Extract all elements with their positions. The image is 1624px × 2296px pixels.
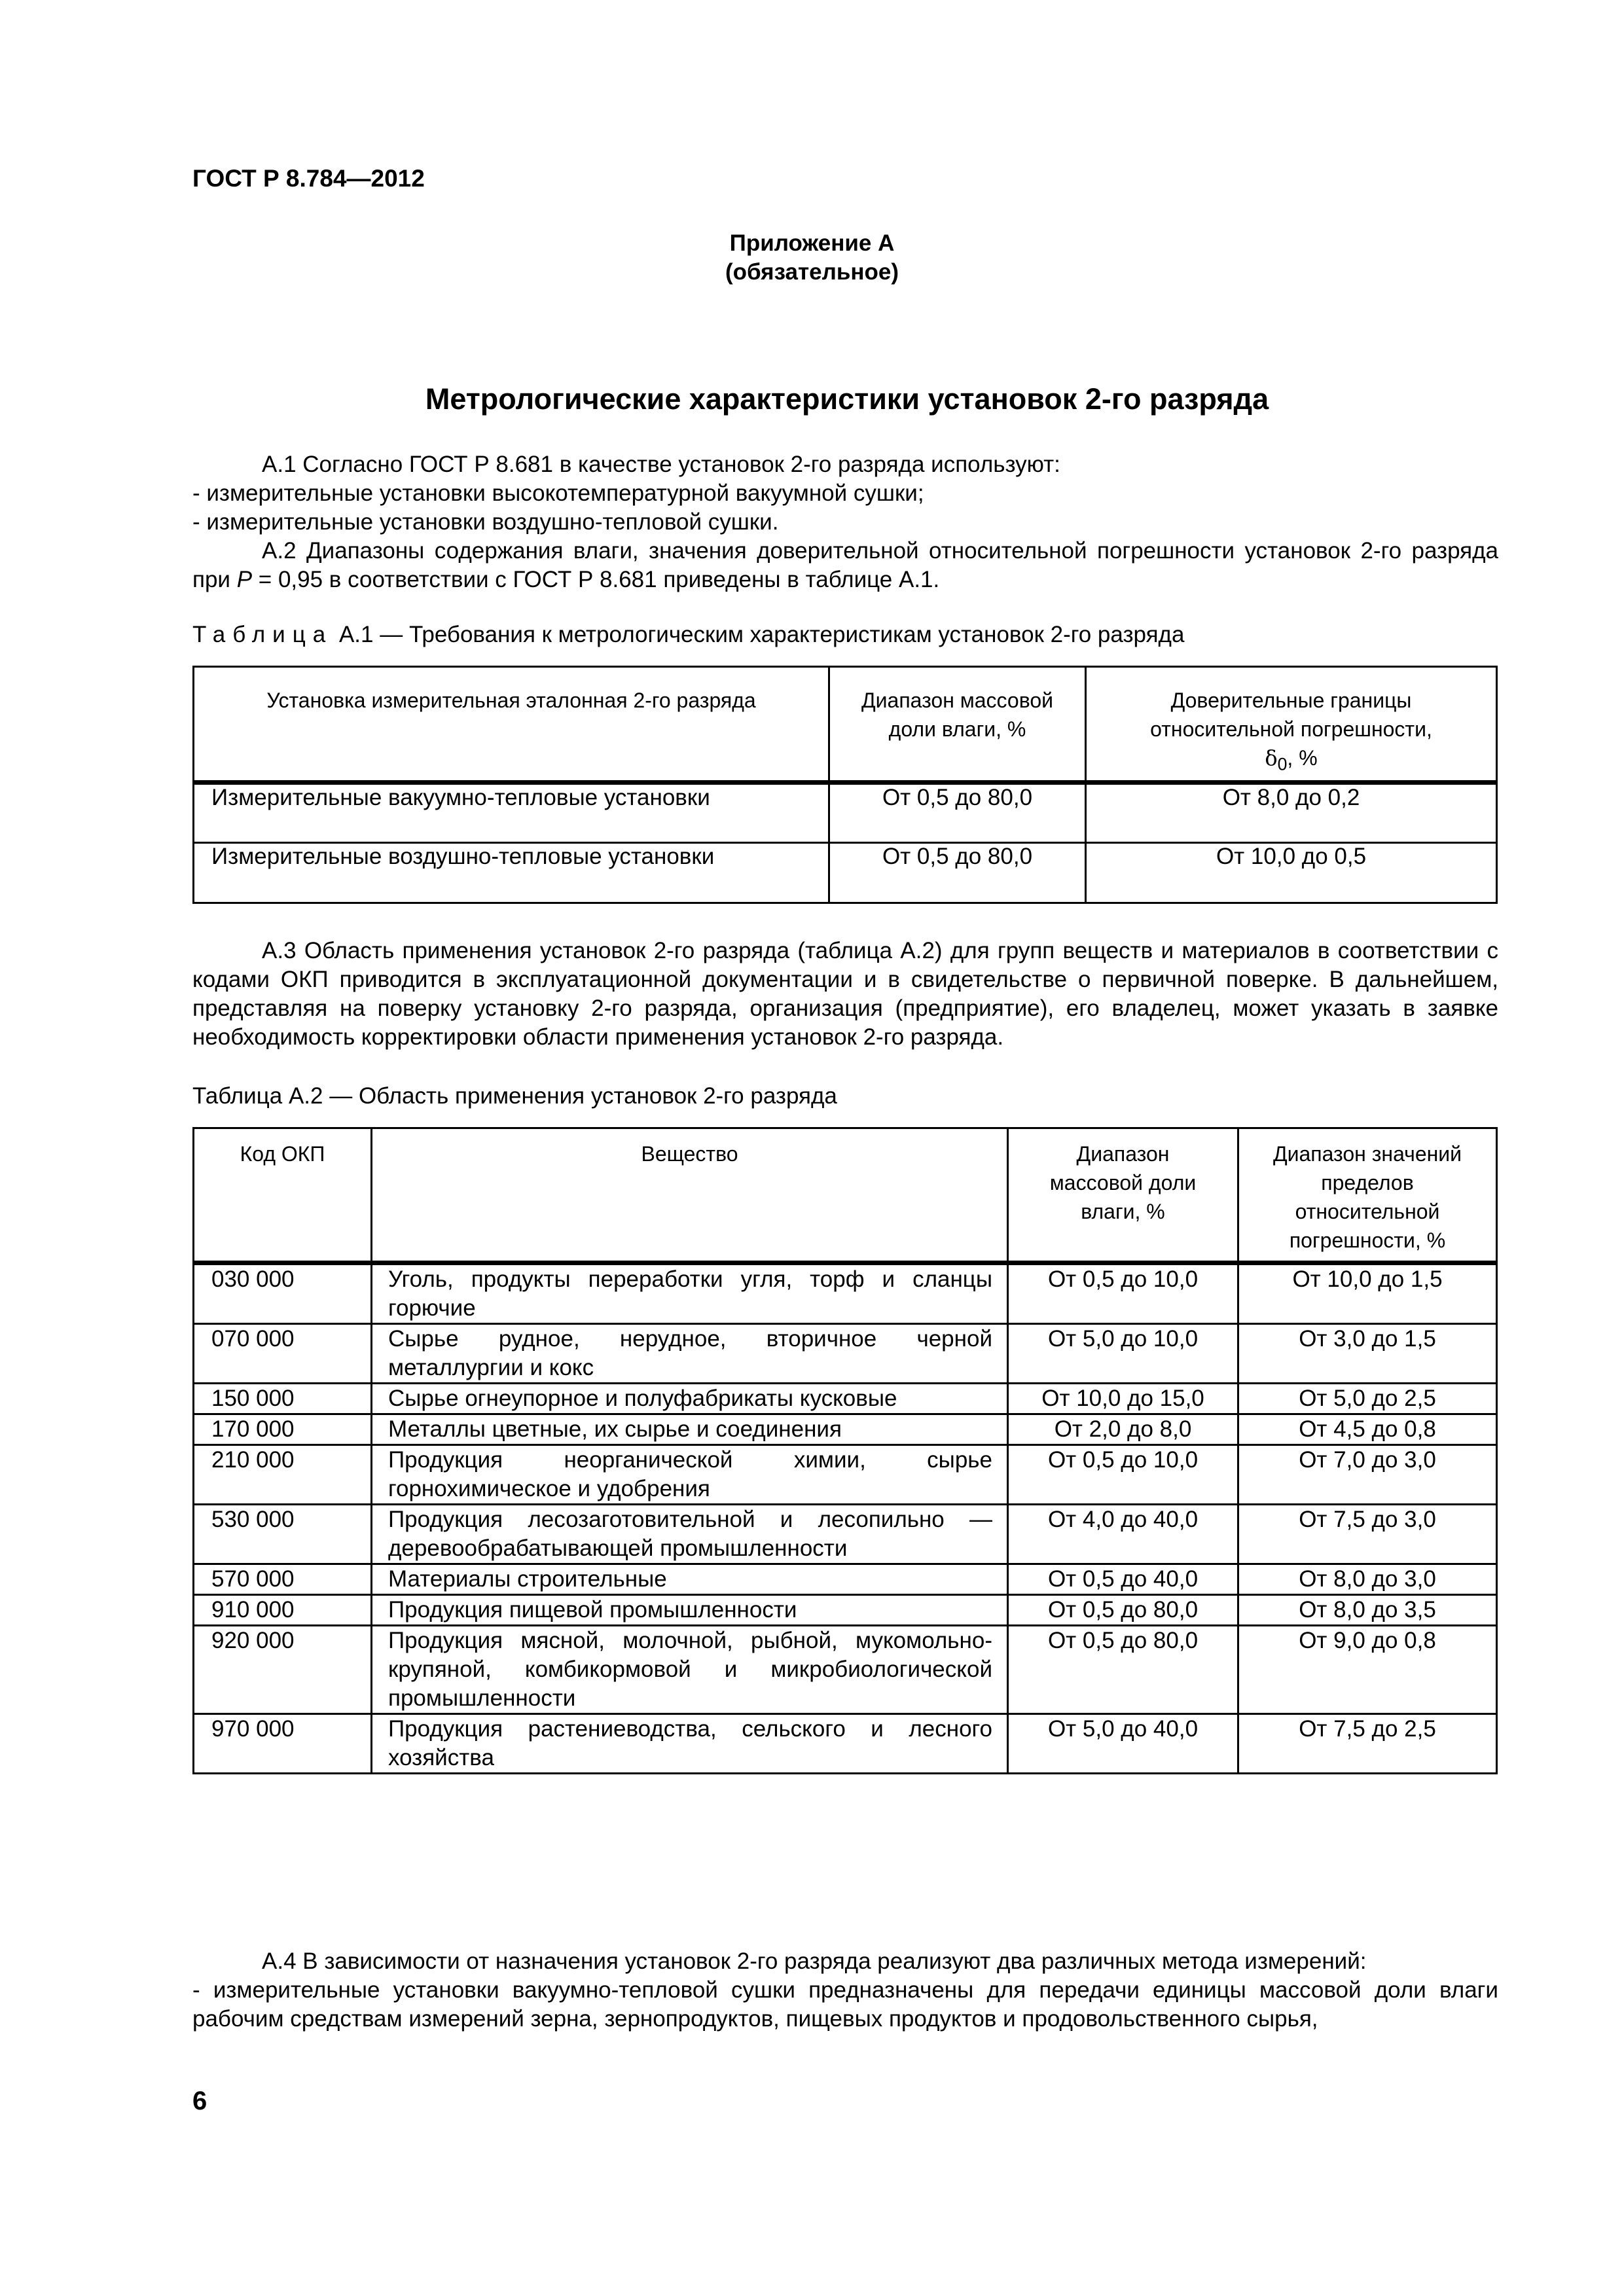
table2-cell-range: От 0,5 до 10,0 <box>1008 1445 1238 1505</box>
table-row <box>194 1414 1497 1445</box>
table2-cell-error: От 9,0 до 0,8 <box>1238 1626 1497 1714</box>
table2-cell-error: От 5,0 до 2,5 <box>1238 1384 1497 1414</box>
table2-cell-name: Сырье рудное, нерудное, вторичное черной металлургии и кокс <box>372 1324 1008 1384</box>
table2-header-row <box>194 1128 1497 1263</box>
table2-cell-code: 170 000 <box>194 1414 372 1445</box>
table2-header-code: Код ОКП <box>194 1128 372 1263</box>
table-row <box>194 1384 1497 1414</box>
table2-cell-code: 530 000 <box>194 1505 372 1564</box>
table-row <box>194 1505 1497 1564</box>
table1-caption: Таблица А.1 — Требования к метрологическим характеристикам установок 2-го разряда <box>192 622 1185 647</box>
table1-header-installation: Установка измерительная эталонная 2-го разряда <box>194 667 829 783</box>
table2-caption: Таблица А.2 — Область применения установок 2-го разряда <box>192 1083 837 1109</box>
table-row <box>194 1626 1497 1714</box>
table1-cell-name: Измерительные воздушно-тепловые установки <box>194 843 829 903</box>
document-code: ГОСТ Р 8.784—2012 <box>192 165 425 192</box>
table1-cell-error: От 10,0 до 0,5 <box>1086 843 1497 903</box>
table1-cell-range: От 0,5 до 80,0 <box>829 843 1086 903</box>
table1-header-row <box>194 667 1497 783</box>
paragraph-a1: А.1 Согласно ГОСТ Р 8.681 в качестве установок 2-го разряда используют: <box>262 452 1060 477</box>
paragraph-a3: А.3 Область применения установок 2-го разряда (таблица А.2) для групп веществ и материалов в соответствии с кодами ОКП приводится в эксплуатационной документации и в свидетельстве о первичной поверке. В дальнейшем, представляя на поверку установку 2-го разряда, организация (предприятие), его владелец, может указать в заявке необходимость корректировки области применения установок 2-го разряда. <box>192 938 1498 1050</box>
table2-cell-error: От 4,5 до 0,8 <box>1238 1414 1497 1445</box>
table2-cell-code: 210 000 <box>194 1445 372 1505</box>
table2-cell-range: От 4,0 до 40,0 <box>1008 1505 1238 1564</box>
probability-variable: P <box>236 567 253 592</box>
table-row <box>194 1263 1497 1324</box>
table2-cell-code: 150 000 <box>194 1384 372 1414</box>
appendix-title: Приложение А <box>729 230 895 256</box>
table-row <box>194 1445 1497 1505</box>
table-row <box>194 1324 1497 1384</box>
table-row <box>194 783 1497 843</box>
table-row <box>194 1564 1497 1595</box>
table2-cell-error: От 8,0 до 3,5 <box>1238 1595 1497 1626</box>
table2-header-substance: Вещество <box>372 1128 1008 1263</box>
table1-cell-range: От 0,5 до 80,0 <box>829 783 1086 843</box>
table2-cell-range: От 0,5 до 40,0 <box>1008 1564 1238 1595</box>
table2-cell-code: 920 000 <box>194 1626 372 1714</box>
paragraph-a3-block <box>192 937 1498 1052</box>
table2-header-error: Диапазон значений пределов относительной погрешности, % <box>1238 1128 1497 1263</box>
table1-header-error: Доверительные границы относительной погрешности, $\delta_0$, % <box>1086 667 1497 783</box>
table1-cell-name: Измерительные вакуумно-тепловые установки <box>194 783 829 843</box>
table2-cell-error: От 7,5 до 3,0 <box>1238 1505 1497 1564</box>
table-1 <box>192 666 1498 904</box>
table2-cell-error: От 3,0 до 1,5 <box>1238 1324 1497 1384</box>
table1-header-range: Диапазон массовой доли влаги, % <box>829 667 1086 783</box>
table2-cell-name: Уголь, продукты переработки угля, торф и сланцы горючие <box>372 1263 1008 1324</box>
table2-cell-code: 910 000 <box>194 1595 372 1626</box>
table2-cell-range: От 0,5 до 80,0 <box>1008 1595 1238 1626</box>
table2-cell-name: Продукция растениеводства, сельского и лесного хозяйства <box>372 1714 1008 1774</box>
section-title: Метрологические характеристики установок 2-го разряда <box>425 382 1269 416</box>
table2-cell-name: Продукция мясной, молочной, рыбной, мукомольно-крупяной, комбикормовой и микробиологической промышленности <box>372 1626 1008 1714</box>
paragraphs-a1-a2 <box>192 450 1498 594</box>
table1-cell-error: От 8,0 до 0,2 <box>1086 783 1497 843</box>
table2-header-range: Диапазон массовой доли влаги, % <box>1008 1128 1238 1263</box>
table2-cell-name: Металлы цветные, их сырье и соединения <box>372 1414 1008 1445</box>
table2-cell-error: От 7,5 до 2,5 <box>1238 1714 1497 1774</box>
table2-cell-range: От 2,0 до 8,0 <box>1008 1414 1238 1445</box>
table2-cell-code: 970 000 <box>194 1714 372 1774</box>
table2-cell-range: От 10,0 до 15,0 <box>1008 1384 1238 1414</box>
paragraph-a4: А.4 В зависимости от назначения установок 2-го разряда реализуют два различных метода измерений: <box>262 1948 1367 1974</box>
table-row <box>194 1595 1497 1626</box>
table2-cell-range: От 0,5 до 10,0 <box>1008 1263 1238 1324</box>
paragraph-a1-item-1: - измерительные установки высокотемпературной вакуумной сушки; <box>192 480 924 506</box>
table2-cell-name: Сырье огнеупорное и полуфабрикаты кусковые <box>372 1384 1008 1414</box>
table2-cell-code: 570 000 <box>194 1564 372 1595</box>
paragraph-a4-block <box>192 1947 1498 2034</box>
table2-cell-error: От 8,0 до 3,0 <box>1238 1564 1497 1595</box>
table2-cell-code: 030 000 <box>194 1263 372 1324</box>
table2-cell-error: От 10,0 до 1,5 <box>1238 1263 1497 1324</box>
paragraph-a4-item-1: - измерительные установки вакуумно-тепловой сушки предназначены для передачи единицы массовой доли влаги рабочим средствам измерений зерна, зернопродуктов, пищевых продуктов и продовольственного сырья, <box>192 1977 1498 2032</box>
table2-cell-name: Продукция лесозаготовительной и лесопильно — деревообрабатывающей промышленности <box>372 1505 1008 1564</box>
page-number: 6 <box>192 2087 208 2115</box>
paragraph-a1-item-2: - измерительные установки воздушно-тепловой сушки. <box>192 509 779 535</box>
appendix-status: (обязательное) <box>725 259 899 285</box>
table-row <box>194 843 1497 903</box>
delta-symbol: δ <box>1265 745 1278 770</box>
table-2 <box>192 1127 1498 1774</box>
table2-cell-range: От 0,5 до 80,0 <box>1008 1626 1238 1714</box>
table2-cell-range: От 5,0 до 10,0 <box>1008 1324 1238 1384</box>
table2-cell-name: Материалы строительные <box>372 1564 1008 1595</box>
table-row <box>194 1714 1497 1774</box>
paragraph-a2: А.2 Диапазоны содержания влаги, значения доверительной относительной погрешности установок 2-го разряда при P = 0,95 в соответствии с ГОСТ Р 8.681 приведены в таблице А.1. <box>192 538 1498 592</box>
table2-cell-name: Продукция неорганической химии, сырье горнохимическое и удобрения <box>372 1445 1008 1505</box>
table2-cell-range: От 5,0 до 40,0 <box>1008 1714 1238 1774</box>
table2-cell-name: Продукция пищевой промышленности <box>372 1595 1008 1626</box>
table2-cell-code: 070 000 <box>194 1324 372 1384</box>
table2-cell-error: От 7,0 до 3,0 <box>1238 1445 1497 1505</box>
